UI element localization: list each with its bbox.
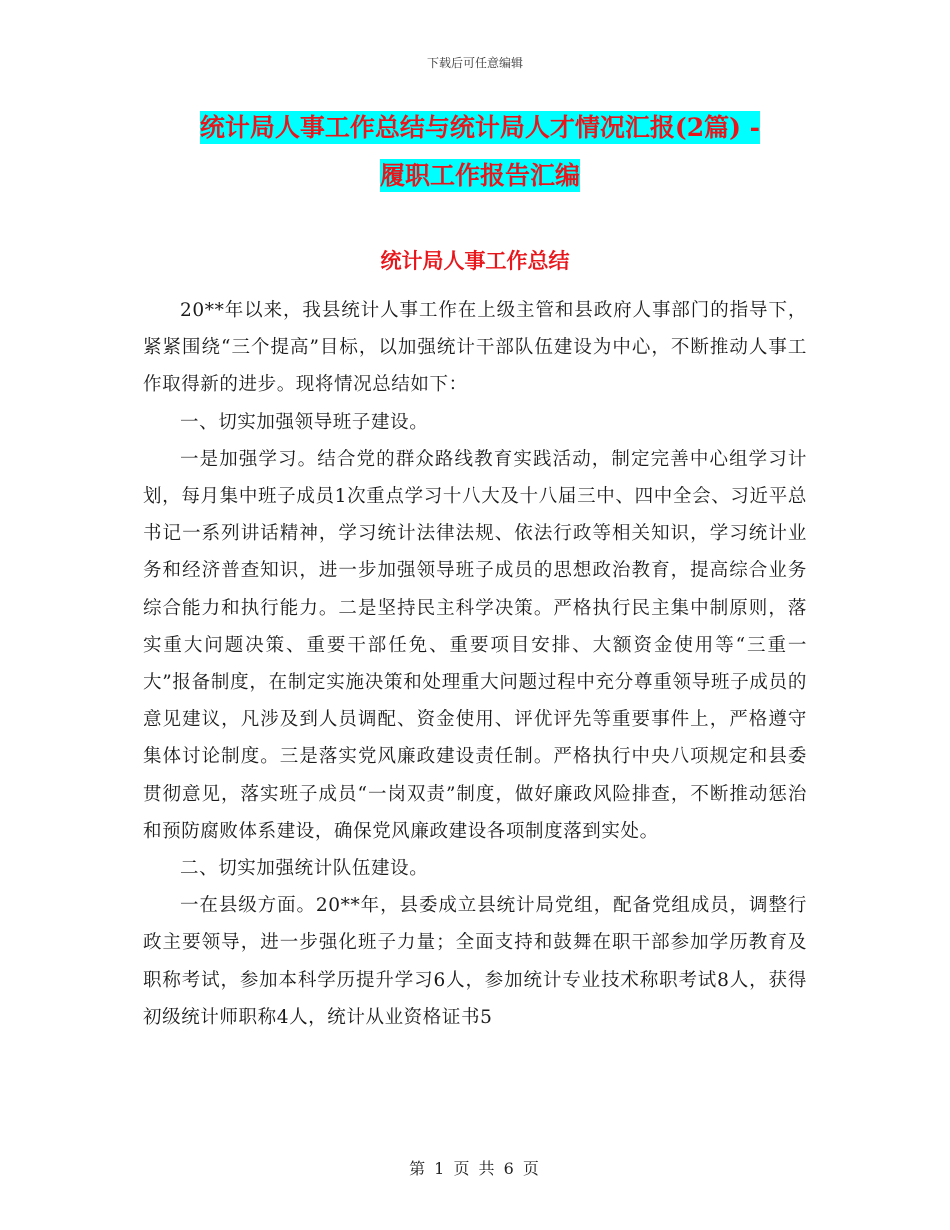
title-line-1: 统计局人事工作总结与统计局人才情况汇报(2篇) - [199,113,761,142]
paragraph-intro: 20**年以来，我县统计人事工作在上级主管和县政府人事部门的指导下，紧紧围绕“三个提高”目标，以加强统计干部队伍建设为中心，不断推动人事工作取得新的进步。现将情况总结如下： [143,300,807,396]
paragraph-county-level: 一在县级方面。20**年，县委成立县统计局党组，配备党组成员，调整行政主要领导，进一步强化班子力量；全面支持和鼓舞在职干部参加学历教育及职称考试，参加本科学历提升学习6人，参加统计专业技术称职考试8人，获得初级统计师职称4人，统计从业资格证书5 [143,895,807,1028]
section-title: 统计局人事工作总结 [380,248,570,273]
header-note: 下载后可任意编辑 [426,56,523,70]
title-line-2: 履职工作报告汇编 [379,161,580,190]
paragraph-heading-1: 一、切实加强领导班子建设。 [180,411,429,433]
page-footer: 第 1 页 共 6 页 [409,1159,541,1178]
document-title [140,104,820,200]
body-text [143,292,807,1036]
paragraph-leadership: 一是加强学习。结合党的群众路线教育实践活动，制定完善中心组学习计划，每月集中班子成员1次重点学习十八大及十八届三中、四中全会、习近平总书记一系列讲话精神，学习统计法律法规、依法行政等相关知识，学习统计业务和经济普查知识，进一步加强领导班子成员的思想政治教育，提高综合业务综合能力和执行能力。二是坚持民主科学决策。严格执行民主集中制原则，落实重大问题决策、重要干部任免、重要项目安排、大额资金使用等“三重一大”报备制度，在制定实施决策和处理重大问题过程中充分尊重领导班子成员的意见建议，凡涉及到人员调配、资金使用、评优评先等重要事件上，严格遵守集体讨论制度。三是落实党风廉政建设责任制。严格执行中央八项规定和县委贯彻意见，落实班子成员“一岗双责”制度，做好廉政风险排查，不断推动惩治和预防腐败体系建设，确保党风廉政建设各项制度落到实处。 [143,448,807,842]
paragraph-heading-2: 二、切实加强统计队伍建设。 [180,858,429,880]
